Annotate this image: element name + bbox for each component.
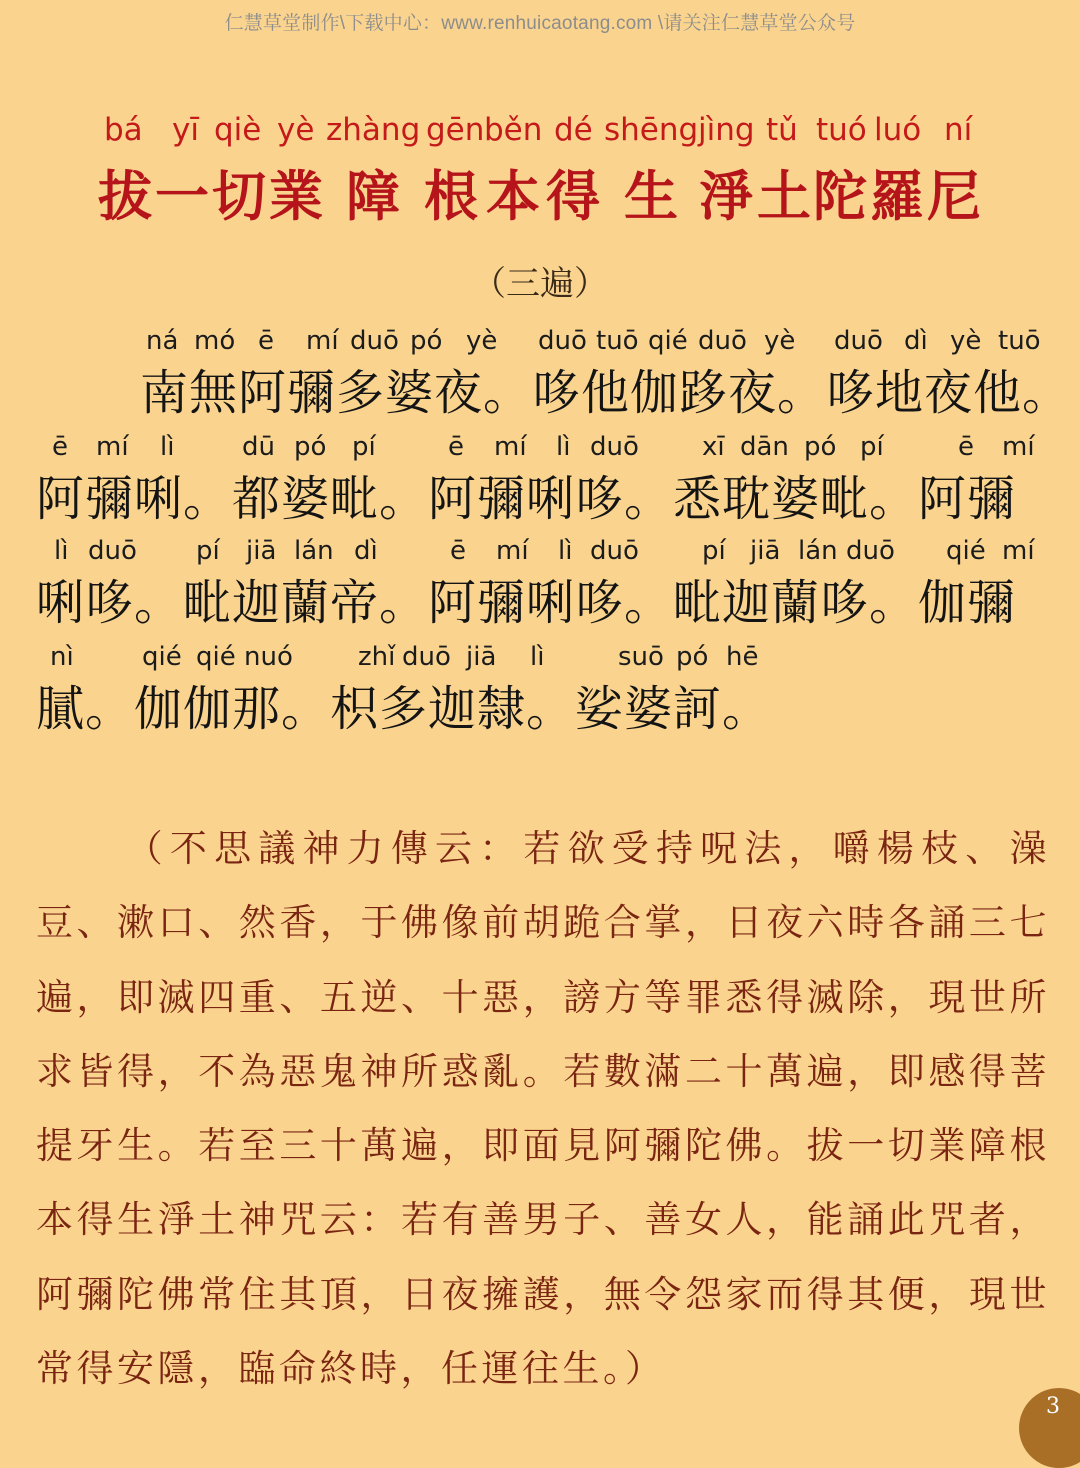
title-pinyin-syllable: dé [554,112,593,148]
mantra-pinyin: lì [556,432,571,462]
commentary-paragraph [36,812,1050,1406]
mantra-pinyin: yè [950,326,982,356]
page-number: 3 [1046,1394,1060,1419]
title-char: 生 [624,165,678,228]
mantra-pinyin: pí [196,536,220,566]
mantra-pinyin: duō [590,536,639,566]
title-char: 一 [155,165,209,228]
mantra-pinyin: mó [194,326,236,356]
mantra-pinyin: dū [242,432,275,462]
mantra-pinyin: dì [904,326,928,356]
mantra-pinyin: qié [142,642,182,672]
mantra-pinyin: pó [294,432,327,462]
mantra-pinyin: qié [946,536,986,566]
title-pinyin-syllable: luó [874,112,922,148]
mantra-pinyin: lì [160,432,175,462]
mantra-pinyin: pí [860,432,884,462]
title-char: 羅 [870,165,924,228]
mantra-text: 南無阿彌多婆夜。哆他伽跢夜。哆地夜他。 [140,365,1072,421]
mantra-pinyin: duō [88,536,137,566]
mantra-pinyin: duō [350,326,399,356]
title-char: 本 [486,165,540,228]
mantra-pinyin: ná [146,326,179,356]
title-pinyin-syllable: shēng [604,112,699,148]
mantra-text: 唎哆。毗迦蘭帝。阿彌唎哆。毗迦蘭哆。伽彌 [36,575,1017,631]
mantra-pinyin: duō [846,536,895,566]
title-char: 陀 [813,165,867,228]
mantra-pinyin: qié [648,326,688,356]
mantra-pinyin: ē [958,432,974,462]
mantra-pinyin: xī [702,432,725,462]
mantra-pinyin: lì [558,536,573,566]
mantra-pinyin: jiā [466,642,497,672]
title-char: 拔 [98,165,152,228]
mantra-pinyin: ē [448,432,464,462]
mantra-pinyin: yè [466,326,498,356]
title-pinyin-syllable: jìng [698,112,755,148]
mantra-pinyin: mí [96,432,129,462]
title-pinyin-syllable: běn [484,112,543,148]
mantra-pinyin: tuō [596,326,639,356]
mantra-pinyin: pí [352,432,376,462]
title-char: 障 [346,165,400,228]
mantra-pinyin: jiā [750,536,781,566]
mantra-pinyin: tuō [998,326,1041,356]
mantra-pinyin: hē [726,642,759,672]
mantra-pinyin: qié [196,642,236,672]
mantra-pinyin: ē [52,432,68,462]
mantra-pinyin: suō [618,642,664,672]
mantra-pinyin: pó [410,326,443,356]
mantra-pinyin: mí [306,326,339,356]
mantra-pinyin: pí [702,536,726,566]
mantra-pinyin: duō [834,326,883,356]
mantra-pinyin: dān [740,432,789,462]
mantra-pinyin: duō [538,326,587,356]
title-char: 得 [546,165,600,228]
mantra-pinyin: duō [698,326,747,356]
mantra-pinyin: nì [50,642,74,672]
mantra-pinyin: ē [258,326,274,356]
title-pinyin-syllable: bá [104,112,143,148]
mantra-pinyin: zhǐ [358,642,396,672]
mantra-pinyin: pó [804,432,837,462]
mantra-pinyin: duō [402,642,451,672]
mantra-pinyin: lì [54,536,69,566]
mantra-pinyin: mí [1002,432,1035,462]
mantra-pinyin: mí [1002,536,1035,566]
title-char: 切 [212,165,266,228]
title-pinyin-syllable: ní [944,112,973,148]
page-header: 仁慧草堂制作\下载中心：www.renhuicaotang.com \请关注仁慧草堂公众号 [224,13,856,34]
mantra-pinyin: lì [530,642,545,672]
title-pinyin-syllable: tuó [816,112,867,148]
mantra-pinyin: lán [798,536,838,566]
title-pinyin-syllable: yè [277,112,315,148]
title-char: 尼 [927,165,981,228]
title-char: 業 [269,165,323,228]
mantra-pinyin: duō [590,432,639,462]
mantra-pinyin: yè [764,326,796,356]
mantra-text: 膩。伽伽那。枳多迦隸。娑婆訶。 [36,681,772,737]
title-char: 淨 [699,165,753,228]
title-char: 根 [424,165,478,228]
mantra-pinyin: nuó [244,642,293,672]
title-char: 土 [757,165,811,228]
title-pinyin-syllable: gēn [426,112,485,148]
mantra-pinyin: lán [294,536,334,566]
mantra-text: 阿彌唎。都婆毗。阿彌唎哆。悉耽婆毗。阿彌 [36,471,1017,527]
commentary-text: （不思議神力傳云：若欲受持呪法，嚼楊枝、澡豆、漱口、然香，于佛像前胡跪合掌，日夜六時各誦三七遍，即滅四重、五逆、十惡，謗方等罪悉得滅除，現世所求皆得，不為惡鬼神所惑亂。若數滿二十萬遍，即感得菩提牙生。若至三十萬遍，即面見阿彌陀佛。拔一切業障根本得生淨土神咒云：若有善男子、善女人，能誦此咒者，阿彌陀佛常住其頂，日夜擁護，無令怨家而得其便，現世常得安隱，臨命終時，任運往生。） [36,827,1050,1391]
mantra-pinyin: ē [450,536,466,566]
title-pinyin-syllable: tǔ [766,112,798,148]
mantra-pinyin: mí [496,536,529,566]
mantra-pinyin: pó [676,642,709,672]
recitation-count: （三遍） [472,264,608,304]
title-pinyin-syllable: zhàng [326,112,421,148]
mantra-pinyin: mí [494,432,527,462]
title-pinyin-syllable: yī [172,112,199,148]
mantra-pinyin: dì [354,536,378,566]
title-pinyin-syllable: qiè [214,112,262,148]
mantra-pinyin: jiā [246,536,277,566]
